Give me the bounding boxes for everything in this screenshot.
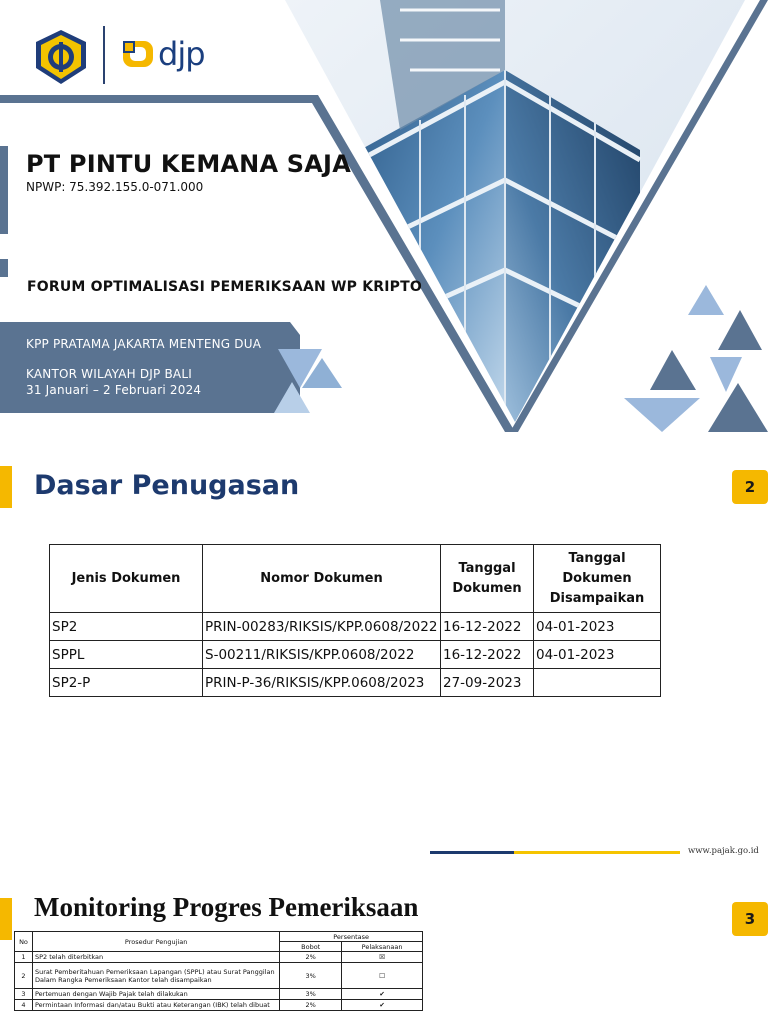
footer-url: www.pajak.go.id [688, 846, 759, 856]
accent-bar [0, 146, 8, 234]
table-cell: 27-09-2023 [441, 669, 534, 697]
table-cell: SPPL [50, 641, 203, 669]
table-cell: 16-12-2022 [441, 613, 534, 641]
company-npwp: NPWP: 75.392.155.0-071.000 [26, 180, 204, 194]
column-header: Pelaksanaan [342, 942, 423, 952]
assignment-basis-slide [0, 432, 768, 864]
table-cell: 04-01-2023 [534, 613, 661, 641]
accent-bar [0, 898, 12, 940]
table-cell: 2% [280, 1000, 342, 1011]
table-cell: Permintaan Informasi dan/atau Bukti atau Keterangan (IBK) telah dibuat [32, 1000, 279, 1011]
table-cell: Pertemuan dengan Wajib Pajak telah dilakukan [32, 989, 279, 1000]
table-row [15, 989, 423, 1000]
table-cell: Surat Pemberitahuan Pemeriksaan Lapangan (SPPL) atau Surat Panggilan Dalam Rangka Pemeriksaan Kantor telah disampaikan [32, 963, 279, 989]
table-cell: 3% [280, 989, 342, 1000]
table-cell: 2 [15, 963, 33, 989]
table-row [50, 669, 661, 697]
page-number-badge: 2 [732, 470, 768, 504]
table-cell [534, 669, 661, 697]
column-header: Bobot [280, 942, 342, 952]
djp-logo-text: djp [158, 35, 205, 73]
kemenkeu-emblem-icon [32, 28, 90, 86]
company-name: PT PINTU KEMANA SAJA [26, 150, 351, 178]
table-cell: ✔ [342, 1000, 423, 1011]
table-cell: 3 [15, 989, 33, 1000]
kanwil-name: KANTOR WILAYAH DJP BALI [26, 367, 192, 381]
kpp-name: KPP PRATAMA JAKARTA MENTENG DUA [26, 337, 262, 351]
footer-line [514, 851, 680, 854]
monitoring-slide [0, 864, 768, 1024]
table-cell: 16-12-2022 [441, 641, 534, 669]
table-cell: SP2 telah diterbitkan [32, 952, 279, 963]
table-cell: PRIN-P-36/RIKSIS/KPP.0608/2023 [203, 669, 441, 697]
table-row [15, 963, 423, 989]
table-cell: 1 [15, 952, 33, 963]
accent-bar [0, 259, 8, 277]
table-cell: S-00211/RIKSIS/KPP.0608/2022 [203, 641, 441, 669]
table-cell: ☒ [342, 952, 423, 963]
table-cell: PRIN-00283/RIKSIS/KPP.0608/2022 [203, 613, 441, 641]
table-cell: ✔ [342, 989, 423, 1000]
djp-logo-mark-icon [120, 36, 156, 72]
page-number-badge: 3 [732, 902, 768, 936]
table-cell: 2% [280, 952, 342, 963]
table-cell: 04-01-2023 [534, 641, 661, 669]
table-cell: 3% [280, 963, 342, 989]
title-slide [0, 0, 768, 432]
slide-title: Monitoring Progres Pemeriksaan [34, 892, 419, 922]
column-header: Prosedur Pengujian [32, 932, 279, 952]
table-cell: ☐ [342, 963, 423, 989]
table-row [50, 641, 661, 669]
table-header-row [15, 932, 423, 942]
column-header: Tanggal Dokumen Disampaikan [534, 545, 661, 613]
column-header: Nomor Dokumen [203, 545, 441, 613]
table-cell: SP2-P [50, 669, 203, 697]
slide-title: Dasar Penugasan [34, 470, 300, 501]
event-dates: 31 Januari – 2 Februari 2024 [26, 383, 202, 397]
column-header: No [15, 932, 33, 952]
table-cell: SP2 [50, 613, 203, 641]
table-row [15, 1000, 423, 1011]
table-header-row [50, 545, 661, 613]
footer-line [430, 851, 514, 854]
column-header: Jenis Dokumen [50, 545, 203, 613]
table-cell: 4 [15, 1000, 33, 1011]
document-table [49, 544, 661, 697]
logo-separator [103, 26, 105, 84]
accent-bar [0, 466, 12, 508]
djp-logo [120, 34, 205, 74]
table-row [15, 952, 423, 963]
column-header: Persentase [280, 932, 423, 942]
monitoring-table [14, 931, 423, 1011]
table-row [50, 613, 661, 641]
column-header: Tanggal Dokumen [441, 545, 534, 613]
forum-title: FORUM OPTIMALISASI PEMERIKSAAN WP KRIPTO [27, 279, 422, 295]
